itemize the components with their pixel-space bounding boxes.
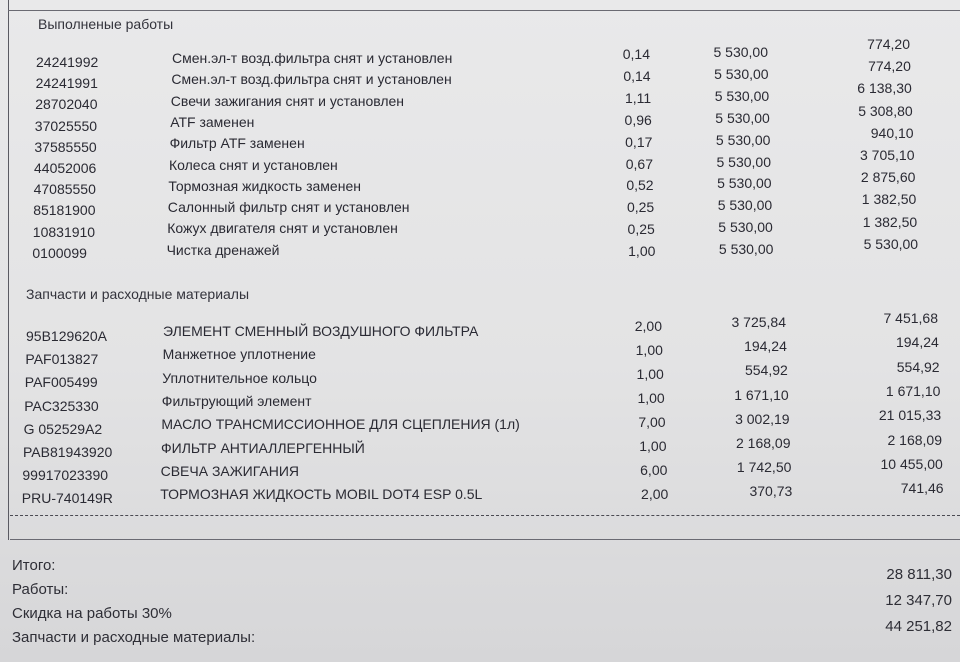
work-code: 47085550 — [33, 181, 96, 198]
part-row — [0, 455, 960, 484]
work-price: 5 530,00 — [717, 197, 773, 214]
part-quantity: 2,00 — [634, 318, 662, 334]
part-price: 370,73 — [749, 483, 793, 500]
work-description: Кожух двигателя снят и установлен — [167, 220, 398, 237]
work-quantity: 1,11 — [624, 89, 652, 106]
work-price: 5 530,00 — [713, 44, 768, 60]
part-price: 194,24 — [744, 338, 787, 355]
work-price: 5 530,00 — [715, 109, 770, 126]
work-quantity: 0,25 — [627, 221, 655, 238]
part-description: Манжетное уплотнение — [162, 346, 316, 363]
part-code: G 052529A2 — [23, 420, 103, 437]
part-price: 1 671,10 — [734, 386, 789, 403]
work-sum: 774,20 — [868, 58, 911, 75]
part-code: PAC325330 — [24, 397, 99, 414]
part-quantity: 6,00 — [640, 462, 668, 478]
work-price: 5 530,00 — [717, 175, 772, 192]
work-code: 28702040 — [35, 96, 98, 113]
work-description: Свечи зажигания снят и установлен — [170, 92, 405, 109]
work-sum: 6 138,30 — [857, 80, 912, 97]
top-rule — [8, 10, 960, 11]
part-sum: 2 168,09 — [887, 431, 942, 448]
part-sum: 554,92 — [896, 358, 940, 375]
work-quantity: 0,14 — [622, 46, 650, 62]
work-quantity: 0,96 — [624, 111, 652, 128]
part-description: ТОРМОЗНАЯ ЖИДКОСТЬ MOBIL DOT4 ESP 0.5L — [160, 486, 483, 503]
part-quantity: 1,00 — [639, 438, 667, 454]
total-label: Скидка на работы 30% — [12, 605, 172, 622]
work-quantity: 1,00 — [628, 243, 656, 260]
part-quantity: 2,00 — [641, 486, 669, 502]
work-quantity: 0,67 — [625, 155, 653, 172]
totals-rule — [10, 539, 960, 540]
part-quantity: 1,00 — [635, 342, 663, 358]
total-label: Итого: — [12, 557, 56, 574]
part-sum: 1 671,10 — [885, 382, 941, 399]
work-price: 5 530,00 — [714, 65, 769, 82]
part-code: PAF013827 — [25, 351, 99, 368]
part-sum: 7 451,68 — [883, 310, 938, 326]
work-sum: 5 308,80 — [858, 102, 913, 119]
part-quantity: 1,00 — [636, 366, 664, 382]
work-price: 5 530,00 — [718, 241, 774, 258]
work-sum: 774,20 — [867, 36, 910, 52]
part-quantity: 7,00 — [638, 414, 666, 430]
part-code: PAB81943920 — [23, 444, 113, 460]
works-section-title: Выполненые работы — [38, 16, 174, 32]
part-code: 99917023390 — [22, 467, 109, 484]
work-sum: 5 530,00 — [863, 235, 919, 252]
total-value: 12 347,70 — [885, 592, 952, 609]
part-row — [0, 407, 960, 438]
work-description: Чистка дренажей — [166, 241, 280, 258]
part-sum: 741,46 — [900, 480, 944, 497]
work-quantity: 0,17 — [625, 133, 653, 150]
work-sum: 1 382,50 — [861, 191, 917, 208]
part-price: 1 742,50 — [736, 459, 792, 476]
part-price: 3 002,19 — [735, 410, 790, 427]
part-description: СВЕЧА ЗАЖИГАНИЯ — [160, 462, 299, 479]
work-sum: 1 382,50 — [862, 213, 918, 230]
work-row — [0, 235, 960, 261]
work-description: Тормозная жидкость заменен — [168, 177, 361, 194]
work-price: 5 530,00 — [718, 219, 773, 236]
work-description: Смен.эл-т возд.фильтра снят и установлен — [171, 71, 452, 88]
work-code: 37025550 — [34, 117, 98, 134]
part-row — [0, 431, 960, 461]
work-price: 5 530,00 — [715, 131, 771, 148]
part-code: PAF005499 — [24, 374, 98, 391]
work-quantity: 0,14 — [623, 67, 651, 84]
work-description: Салонный фильтр снят и установлен — [167, 199, 410, 216]
work-description: Фильтр ATF заменен — [169, 135, 305, 152]
part-row — [0, 310, 960, 346]
part-price: 3 725,84 — [731, 314, 786, 330]
work-quantity: 0,52 — [626, 177, 654, 194]
work-description: Колеса снят и установлен — [169, 156, 338, 173]
part-sum: 194,24 — [895, 334, 939, 351]
part-description: МАСЛО ТРАНСМИССИОННОЕ ДЛЯ СЦЕПЛЕНИЯ (1л) — [161, 416, 520, 433]
dashed-divider — [10, 515, 960, 516]
part-sum: 21 015,33 — [878, 407, 942, 424]
work-price: 5 530,00 — [714, 87, 770, 104]
work-description: Смен.эл-т возд.фильтра снят и установлен — [172, 50, 453, 66]
work-code: 24241992 — [36, 54, 99, 70]
total-label: Запчасти и расходные материалы: — [12, 629, 256, 646]
part-description: ФИЛЬТР АНТИАЛЛЕРГЕННЫЙ — [161, 439, 365, 456]
part-description: ЭЛЕМЕНТ СМЕННЫЙ ВОЗДУШНОГО ФИЛЬТРА — [163, 323, 479, 339]
work-code: 44052006 — [34, 160, 97, 176]
work-code: 10831910 — [32, 223, 96, 240]
work-code: 85181900 — [33, 202, 96, 219]
total-label: Работы: — [12, 581, 69, 598]
work-sum: 2 875,60 — [860, 169, 916, 186]
work-quantity: 0,25 — [626, 199, 655, 216]
total-value: 44 251,82 — [885, 618, 952, 635]
part-quantity: 1,00 — [637, 390, 665, 406]
parts-section-title: Запчасти и расходные материалы — [26, 286, 250, 302]
work-price: 5 530,00 — [716, 153, 771, 170]
part-code: PRU-740149R — [21, 490, 113, 507]
part-row — [0, 480, 960, 507]
work-description: ATF заменен — [170, 113, 255, 130]
work-code: 37585550 — [34, 138, 97, 155]
part-sum: 10 455,00 — [880, 455, 943, 472]
work-code: 24241991 — [35, 75, 98, 92]
total-value: 28 811,30 — [886, 566, 952, 583]
part-description: Фильтрующий элемент — [161, 392, 312, 409]
part-price: 554,92 — [744, 362, 788, 379]
part-code: 95B129620A — [26, 328, 107, 344]
work-code: 0100099 — [32, 244, 87, 261]
work-sum: 940,10 — [870, 124, 914, 141]
part-price: 2 168,09 — [736, 435, 791, 451]
work-sum: 3 705,10 — [860, 147, 915, 163]
part-description: Уплотнительное кольцо — [162, 369, 317, 386]
